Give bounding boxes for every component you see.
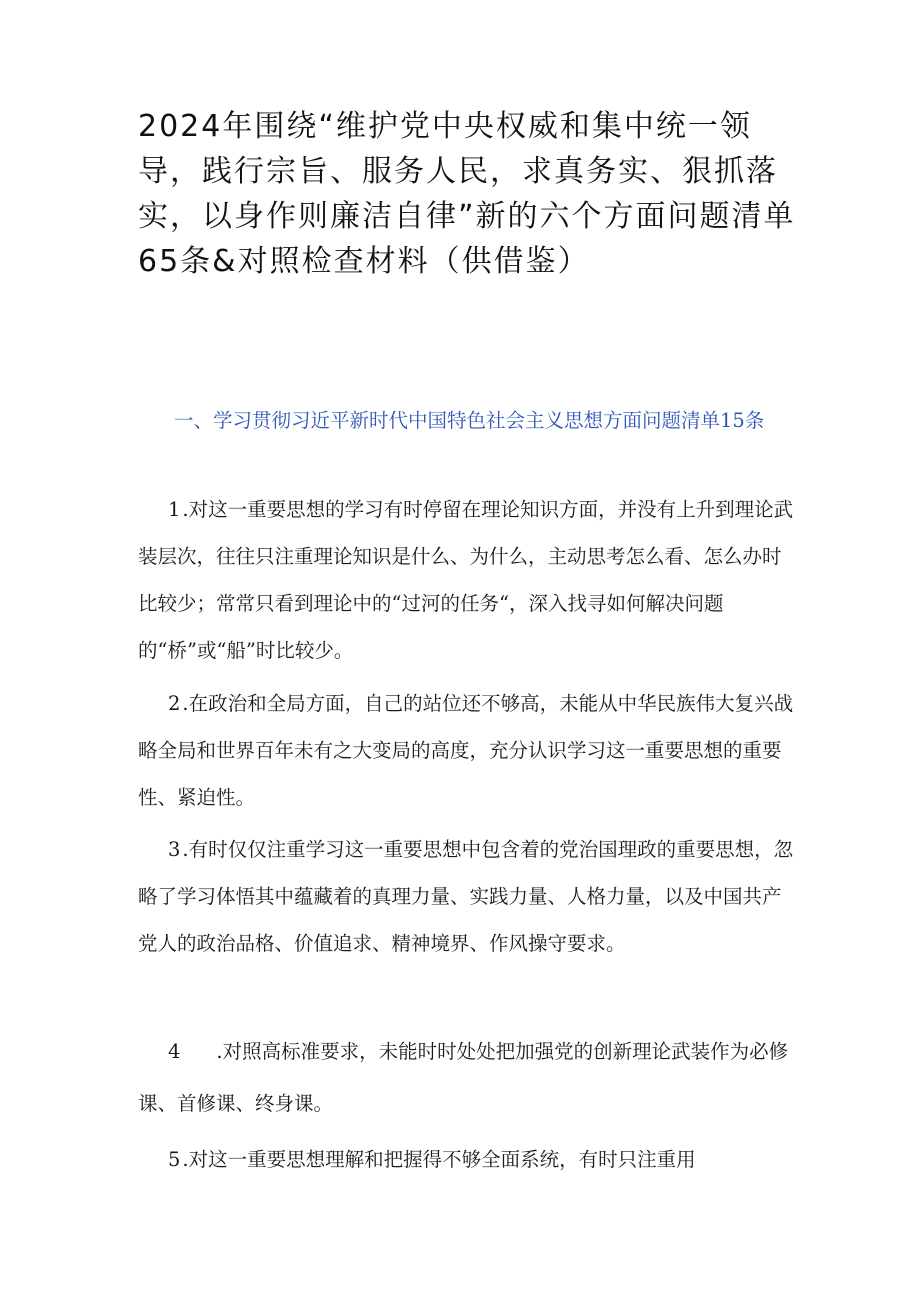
item-number: 1: [168, 498, 181, 521]
list-item: [138, 486, 798, 674]
item-text: .有时仅仅注重学习这一重要思想中包含着的党治国理政的重要思想，忽略了学习体悟其中蕴藏着的真理力量、实践力量、人格力量，以及中国共产党人的政治品格、价值追求、精神境界、作风操守要求。: [138, 838, 794, 955]
list-item: [138, 1136, 798, 1183]
item-text: .在政治和全局方面，自己的站位还不够高，未能从中华民族伟大复兴战略全局和世界百年未有之大变局的高度，充分认识学习这一重要思想的重要性、紧迫性。: [138, 692, 794, 809]
item-number: 5: [168, 1148, 181, 1171]
item-text: .对这一重要思想的学习有时停留在理论知识方面，并没有上升到理论武装层次，往往只注重理论知识是什么、为什么，主动思考怎么看、怎么办时比较少；常常只看到理论中的“过河的任务“，深入找寻如何解决问题的“桥”或“船”时比较少。: [138, 498, 794, 662]
item-text: .对这一重要思想理解和把握得不够全面系统，有时只注重用: [182, 1148, 696, 1171]
item-text: .对照高标准要求，未能时时处处把加强党的创新理论武装作为必修课、首修课、终身课。: [138, 1040, 789, 1115]
list-item: [138, 1026, 798, 1130]
document-title: 2024年围绕“维护党中央权威和集中统一领导，践行宗旨、服务人民，求真务实、狠抓落实，以身作则廉洁自律”新的六个方面问题清单65条&对照检查材料（供借鉴）: [138, 109, 796, 279]
list-item: [138, 826, 798, 967]
item-number: 2: [168, 692, 181, 715]
list-item: [138, 680, 798, 821]
item-number: 3: [168, 838, 181, 861]
section-heading: 一、学习贯彻习近平新时代中国特色社会主义思想方面问题清单15条: [174, 409, 765, 432]
item-number: 4: [168, 1040, 181, 1063]
